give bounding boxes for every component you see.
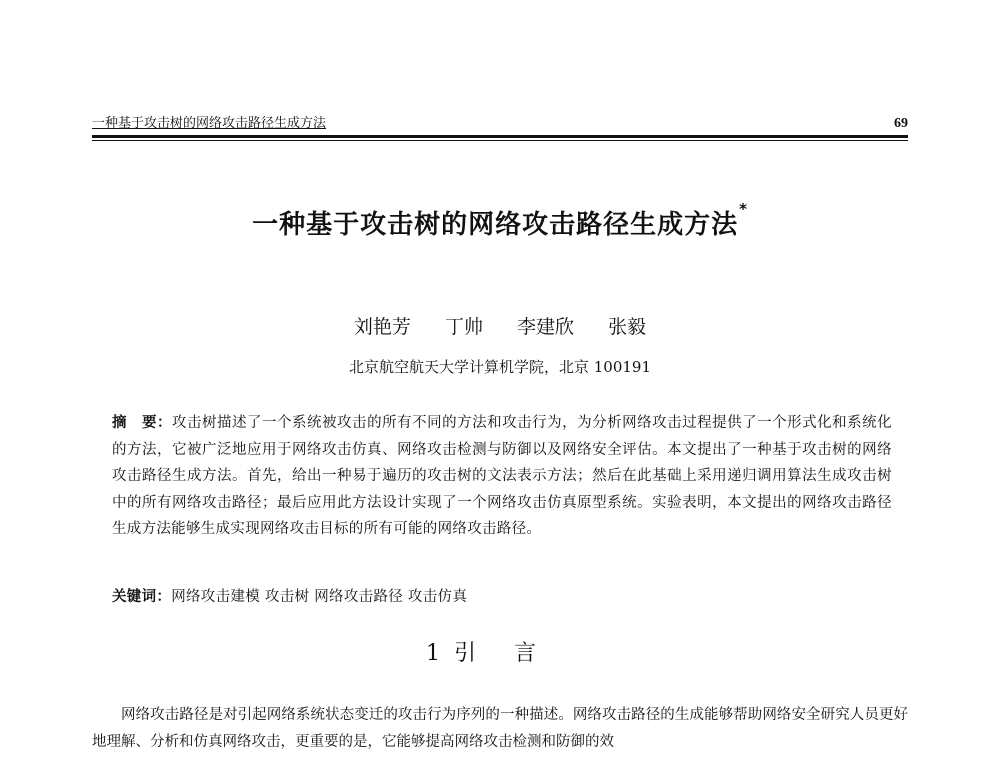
section-title: 引言 (453, 641, 574, 666)
author-name: 丁帅 (444, 316, 483, 338)
author-name: 张毅 (608, 316, 647, 338)
affiliation: 北京航空航天大学计算机学院，北京 100191 (348, 358, 652, 376)
section-heading (0, 638, 1000, 670)
abstract-label: 摘 要： (112, 414, 173, 431)
keywords-label: 关键词： (112, 588, 172, 605)
page-number: 69 (894, 116, 908, 131)
keywords-text: 网络攻击建模 攻击树 网络攻击路径 攻击仿真 (171, 589, 468, 605)
author-name: 刘艳芳 (353, 316, 411, 338)
header-rule-thick (92, 135, 908, 138)
abstract-text: 攻击树描述了一个系统被攻击的所有不同的方法和攻击行为，为分析网络攻击过程提供了一个形式化和系统化的方法，它被广泛地应用于网络攻击仿真、网络攻击检测与防御以及网络安全评估。本文提出了一种基于攻击树的网络攻击路径生成方法。首先，给出一种易于遍历的攻击树的文法表示方法；然后在此基础上采用递归调用算法生成攻击树中的所有网络攻击路径；最后应用此方法设计实现了一个网络攻击仿真原型系统。实验表明，本文提出的网络攻击路径生成方法能够生成实现网络攻击目标的所有可能的网络攻击路径。 (112, 415, 892, 537)
header-rule-thin (92, 140, 908, 141)
abstract (112, 410, 892, 543)
title-footnote-mark: * (739, 200, 748, 218)
body-paragraph: 网络攻击路径是对引起网络系统状态变迁的攻击行为序列的一种描述。网络攻击路径的生成能够帮助网络安全研究人员更好地理解、分析和仿真网络攻击，更重要的是，它能够提高网络攻击检测和防御的效 (92, 707, 908, 750)
running-head-title: 一种基于攻击树的网络攻击路径生成方法 (92, 116, 327, 131)
author-list (0, 312, 1000, 339)
paper-title-text: 一种基于攻击树的网络攻击路径生成方法 (252, 210, 739, 240)
paper-title (0, 200, 1000, 241)
section-number: 1 (425, 641, 440, 666)
author-name: 李建欣 (517, 316, 575, 338)
running-head (92, 116, 908, 132)
keywords (112, 585, 892, 609)
